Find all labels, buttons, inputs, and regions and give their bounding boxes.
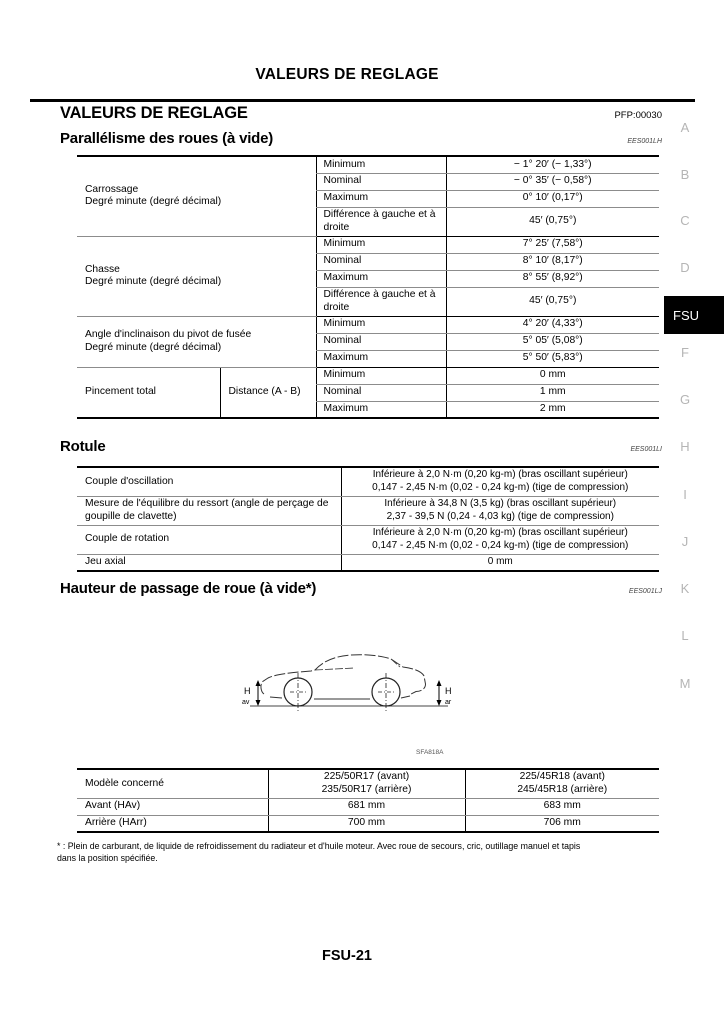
- wheel-alignment-title: Parallélisme des roues (à vide): [60, 130, 274, 147]
- tab-b: B: [680, 167, 690, 182]
- spec-value-line: 0,147 - 2,45 N·m (0,02 - 0,24 kg-m) (tige de compression): [372, 481, 629, 493]
- value-cell: 0° 10′ (0,17°): [446, 190, 659, 207]
- running-title: VALEURS DE REGLAGE: [255, 66, 439, 83]
- row-label-cell: Arrière (HArr): [85, 817, 147, 828]
- ball-joint-ref-code: EES001LI: [630, 446, 662, 453]
- value-cell: 45′ (0,75°): [446, 207, 659, 236]
- spec-value-cell: [341, 496, 659, 525]
- front-arrowhead-down: [256, 700, 261, 706]
- param-cell: Minimum: [316, 236, 446, 253]
- tab-fsu-active: FSU: [664, 296, 724, 334]
- ball-joint-title: Rotule: [60, 438, 106, 455]
- rear-arrowhead-down: [437, 700, 442, 706]
- value-cell: 8° 55′ (8,92°): [446, 270, 659, 287]
- param-cell: Nominal: [316, 384, 446, 401]
- model2-rear: 245/45R18 (arrière): [517, 783, 608, 795]
- model-header-cell: Modèle concerné: [77, 769, 268, 798]
- rear-height-label: H: [445, 686, 452, 696]
- param-cell: Maximum: [316, 401, 446, 418]
- group-label: Pincement total: [85, 386, 156, 397]
- group-sublabel: Degré minute (degré décimal): [85, 196, 222, 208]
- table-row: [77, 525, 659, 554]
- page-number: FSU-21: [322, 948, 372, 964]
- section-title: VALEURS DE REGLAGE: [60, 104, 248, 122]
- rear-wheel: [372, 678, 400, 706]
- spec-label-cell: Mesure de l'équilibre du ressort (angle de perçage de goupille de clavette): [77, 496, 341, 525]
- value-cell: 1 mm: [446, 384, 659, 401]
- group-sublabel-cell: Distance (A - B): [220, 367, 316, 418]
- value-cell: 683 mm: [465, 798, 659, 815]
- param-cell: Maximum: [316, 190, 446, 207]
- table-row: [77, 156, 659, 173]
- front-height-label: H: [244, 686, 251, 696]
- wheelarch-ref-code: EES001LJ: [628, 588, 662, 595]
- ball-joint-table: [77, 466, 659, 572]
- tab-g: G: [679, 392, 691, 407]
- tab-k: K: [680, 581, 690, 596]
- row-label-cell: Avant (HAv): [77, 798, 268, 815]
- model1-rear: 235/50R17 (arrière): [321, 783, 412, 795]
- front-wheel: [284, 678, 312, 706]
- section-header-row: [60, 104, 662, 123]
- spec-label-cell: Couple d'oscillation: [77, 467, 341, 496]
- table-row: [77, 554, 659, 571]
- table-row: [77, 236, 659, 253]
- model1-cell: [268, 769, 465, 798]
- tab-c: C: [680, 213, 690, 228]
- tab-d: D: [680, 260, 690, 275]
- value-cell: 706 mm: [465, 815, 659, 832]
- value-cell: 681 mm: [268, 798, 465, 815]
- param-cell: Minimum: [316, 156, 446, 173]
- tab-j: J: [681, 534, 689, 549]
- model1-front: 225/50R17 (avant): [323, 771, 410, 783]
- wheel-alignment-table: [77, 155, 659, 419]
- table-row: [77, 798, 659, 815]
- group-label: Carrossage: [85, 183, 139, 195]
- value-cell: 45′ (0,75°): [446, 287, 659, 316]
- spec-value-line: Inférieure à 34,8 N (3,5 kg) (bras oscillant supérieur): [384, 498, 617, 509]
- param-cell: Nominal: [316, 333, 446, 350]
- group-label: Chasse: [85, 263, 120, 275]
- tab-l: L: [681, 628, 689, 643]
- car-underbody-lines: [270, 696, 410, 699]
- group-label-cell: [77, 156, 316, 236]
- value-cell: 0 mm: [446, 367, 659, 384]
- wheelarch-height-table: [77, 768, 659, 833]
- front-arrowhead-up: [256, 680, 261, 686]
- wheel-alignment-header-row: [60, 130, 662, 147]
- group-label: Angle d'inclinaison du pivot de fusée: [85, 329, 252, 340]
- value-cell: 8° 10′ (8,17°): [446, 253, 659, 270]
- front-height-sublabel: av: [242, 699, 250, 706]
- rear-height-sublabel: ar: [445, 699, 452, 706]
- ball-joint-header-row: [60, 438, 662, 455]
- footnote: * : Plein de carburant, de liquide de refroidissement du radiateur et d'huile moteur. Avec roue de secours, cric, outillage manuel et tapis dans la position spécifiée.: [57, 841, 581, 863]
- value-cell: 4° 20′ (4,33°): [446, 316, 659, 333]
- spec-label-cell: Jeu axial: [85, 556, 126, 567]
- param-cell: Différence à gauche et à droite: [316, 287, 446, 316]
- wheelarch-header-row: [60, 580, 662, 597]
- value-cell: 700 mm: [268, 815, 465, 832]
- group-label-cell: [77, 367, 220, 418]
- value-cell: − 1° 20′ (− 1,33°): [446, 156, 659, 173]
- spec-value-line: Inférieure à 2,0 N·m (0,20 kg-m) (bras oscillant supérieur): [372, 527, 628, 538]
- table-row: [77, 496, 659, 525]
- value-cell: − 0° 35′ (− 0,58°): [446, 173, 659, 190]
- spec-value-cell: [341, 525, 659, 554]
- value-cell: 7° 25′ (7,58°): [446, 236, 659, 253]
- header-rule: [30, 99, 695, 102]
- pfp-code: PFP:00030: [614, 110, 662, 121]
- value-cell: 5° 50′ (5,83°): [446, 350, 659, 367]
- value-cell: 2 mm: [539, 403, 566, 414]
- spec-value-line: 2,37 - 39,5 N (0,24 - 4,03 kg) (tige de compression): [386, 510, 614, 522]
- group-label-cell: [77, 236, 316, 316]
- model2-cell: [465, 769, 659, 798]
- car-outline: [261, 655, 426, 694]
- figure-code: SFA818A: [416, 749, 444, 756]
- param-cell: Nominal: [316, 173, 446, 190]
- param-cell: Minimum: [316, 316, 446, 333]
- group-sublabel: Degré minute (degré décimal): [85, 276, 222, 287]
- tab-m: M: [679, 676, 691, 691]
- table-row: [77, 815, 659, 832]
- group-label-cell: [77, 316, 316, 367]
- tab-i: I: [683, 487, 687, 502]
- car-height-diagram: [234, 648, 464, 718]
- table-row: [77, 316, 659, 333]
- spec-value-cell: [341, 467, 659, 496]
- table-row: [77, 769, 659, 798]
- param-cell: Nominal: [316, 253, 446, 270]
- spec-value-cell: 0 mm: [341, 554, 659, 571]
- param-cell: Minimum: [316, 367, 446, 384]
- rear-arrowhead-up: [437, 680, 442, 686]
- param-cell: Maximum: [316, 270, 446, 287]
- wheelarch-title: Hauteur de passage de roue (à vide*): [60, 580, 317, 597]
- value-cell: 5° 05′ (5,08°): [446, 333, 659, 350]
- model2-front: 225/45R18 (avant): [519, 771, 605, 783]
- spec-value-line: 0,147 - 2,45 N·m (0,02 - 0,24 kg-m) (tige de compression): [372, 539, 629, 551]
- tab-f: F: [681, 345, 689, 360]
- spec-label-cell: Couple de rotation: [77, 525, 341, 554]
- wheel-alignment-ref-code: EES001LH: [627, 138, 662, 145]
- table-row: [77, 467, 659, 496]
- tab-a: A: [680, 120, 690, 135]
- group-sublabel: Degré minute (degré décimal): [85, 341, 222, 353]
- tab-h: H: [680, 439, 690, 454]
- spec-value-line: Inférieure à 2,0 N·m (0,20 kg-m) (bras oscillant supérieur): [372, 469, 628, 481]
- table-row: [77, 367, 659, 384]
- param-cell: Différence à gauche et à droite: [316, 207, 446, 236]
- param-cell: Maximum: [316, 350, 446, 367]
